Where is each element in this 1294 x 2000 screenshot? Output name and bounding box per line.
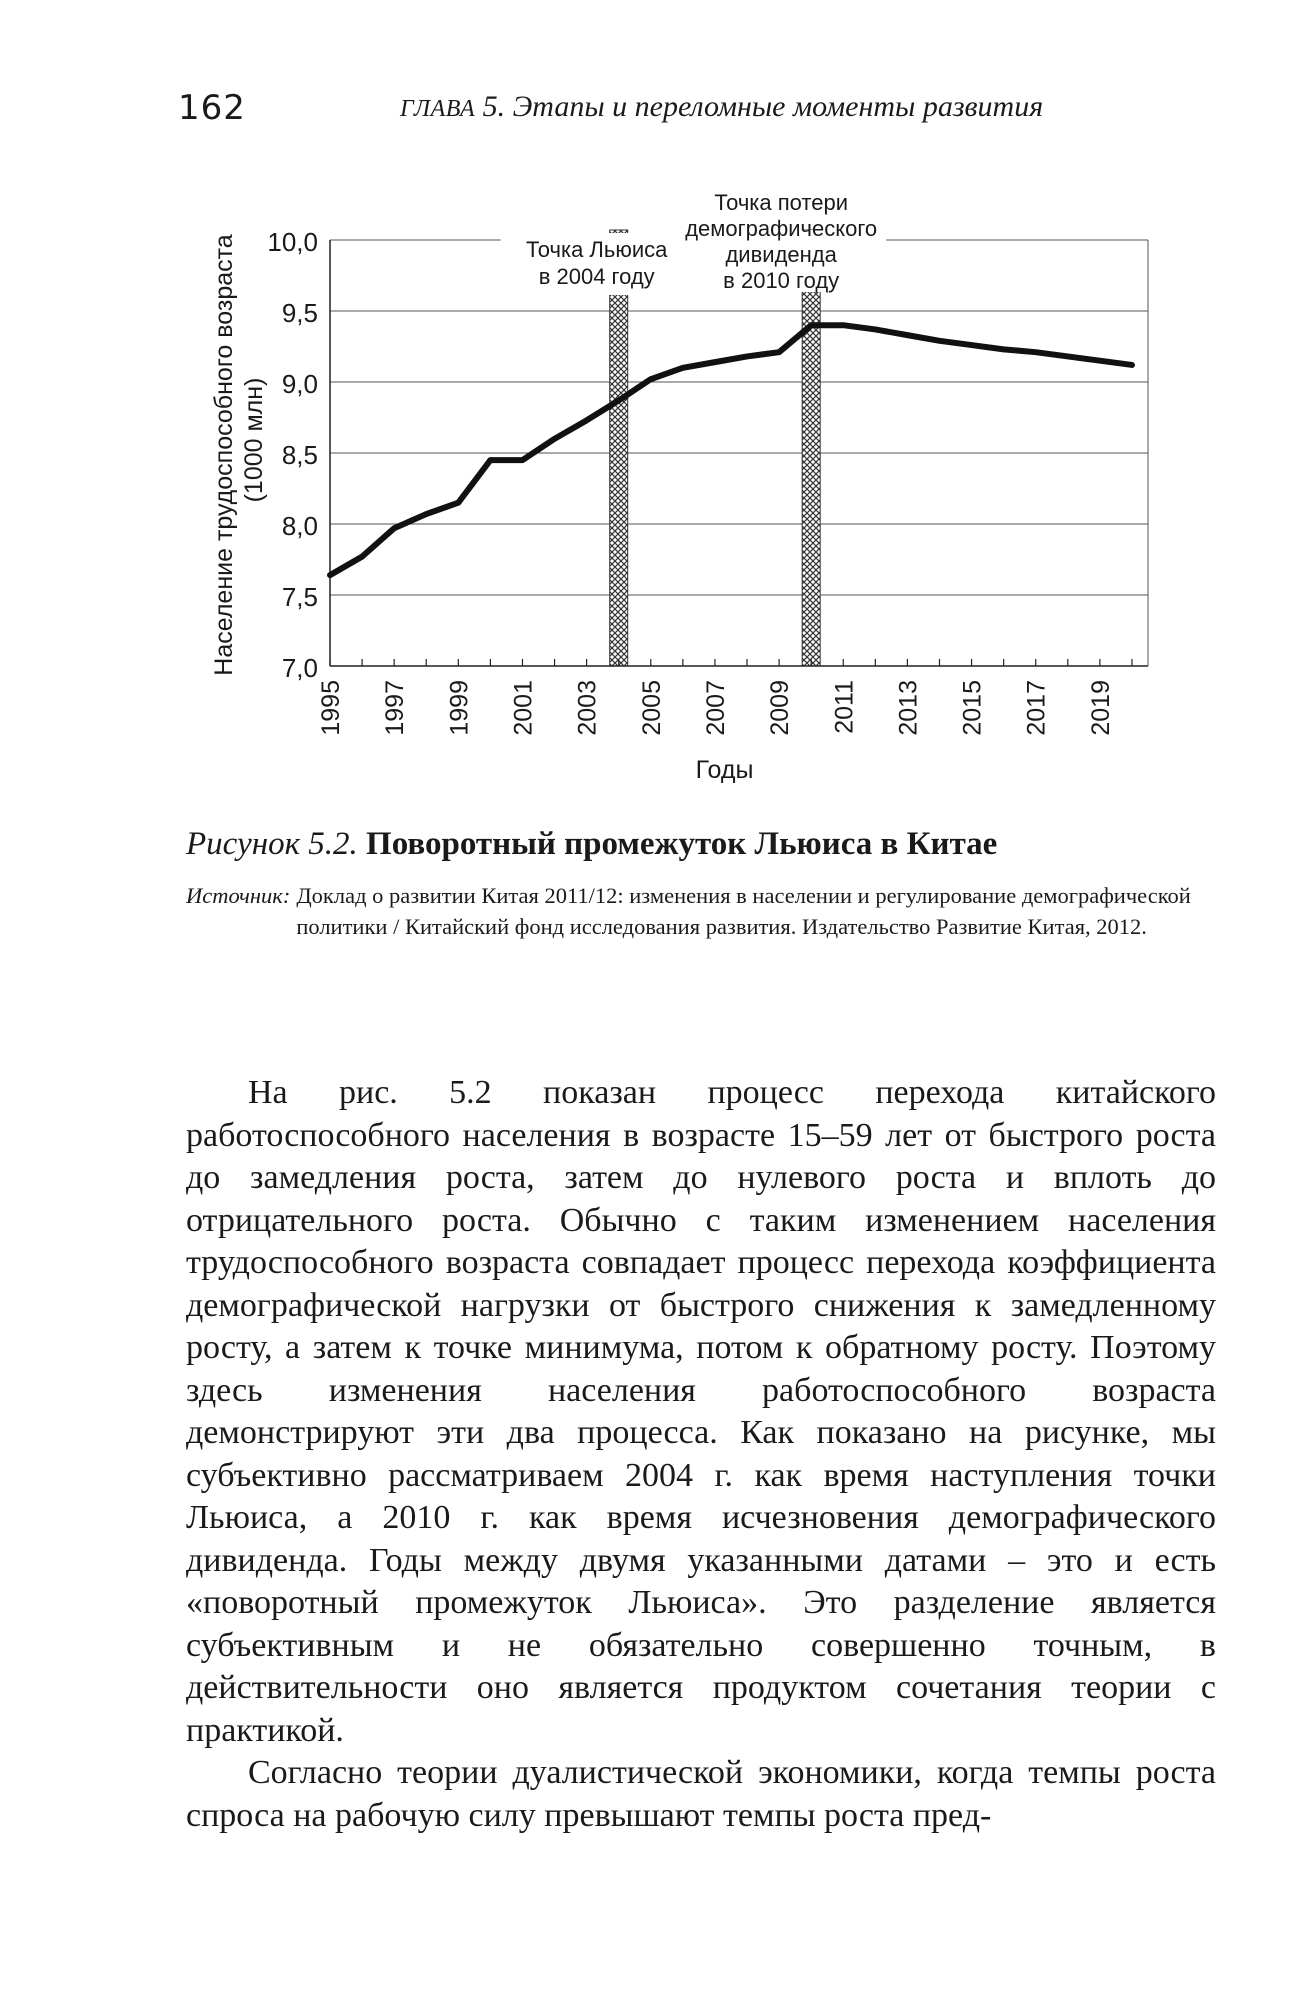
data-point bbox=[873, 327, 878, 332]
data-point bbox=[969, 343, 974, 348]
y-tick-label: 9,0 bbox=[281, 369, 318, 399]
y-axis-unit: (1000 млн) bbox=[240, 377, 268, 503]
data-point bbox=[1033, 350, 1038, 355]
figure-title: Поворотный промежуток Льюиса в Китае bbox=[357, 826, 998, 862]
x-tick-label: 1995 bbox=[317, 680, 345, 736]
data-point bbox=[648, 377, 653, 382]
data-point bbox=[1097, 358, 1102, 363]
data-point bbox=[712, 360, 717, 365]
y-tick-label: 9,5 bbox=[281, 298, 318, 328]
annotation-text: демографического bbox=[685, 216, 878, 241]
x-tick-label: 2017 bbox=[1022, 680, 1051, 736]
y-tick-label: 7,5 bbox=[281, 582, 318, 612]
page-number: 162 bbox=[178, 88, 246, 128]
x-tick-label: 2019 bbox=[1086, 680, 1115, 736]
x-tick-label: 1999 bbox=[445, 680, 474, 736]
y-tick-label: 8,0 bbox=[281, 511, 318, 541]
data-point bbox=[360, 554, 365, 559]
x-tick-label: 1997 bbox=[381, 680, 410, 736]
annotation-text: в 2010 году bbox=[723, 268, 840, 293]
highlight-band bbox=[610, 230, 628, 666]
data-point bbox=[777, 350, 782, 355]
data-series bbox=[328, 323, 1135, 578]
x-tick-label: 2003 bbox=[573, 680, 602, 736]
data-point bbox=[680, 365, 685, 370]
data-point bbox=[520, 458, 525, 463]
data-point bbox=[392, 526, 397, 531]
annotation-text: дивиденда bbox=[725, 242, 837, 267]
grid-lines bbox=[330, 240, 1148, 595]
x-tick-label: 2005 bbox=[637, 680, 666, 736]
y-tick-label: 10,0 bbox=[267, 227, 318, 257]
data-point bbox=[809, 323, 814, 328]
figure-number: Рисунок 5.2. bbox=[186, 826, 358, 862]
annotations bbox=[501, 190, 886, 295]
data-point bbox=[1129, 362, 1134, 367]
series-line bbox=[330, 325, 1132, 575]
source-label: Источник: bbox=[186, 883, 291, 908]
data-point bbox=[841, 323, 846, 328]
data-point bbox=[1065, 354, 1070, 359]
source-text: Доклад о развитии Китая 2011/12: изменения в населении и регулирование демографической политики / Китайский фонд исследования развития. Издательство Развитие Китая, 2012. bbox=[296, 883, 1191, 939]
data-point bbox=[745, 354, 750, 359]
chapter-title: 5. Этапы и переломные моменты развития bbox=[475, 90, 1044, 123]
data-point bbox=[552, 436, 557, 441]
data-point bbox=[616, 398, 621, 403]
data-point bbox=[488, 458, 493, 463]
annotation-text: в 2004 году bbox=[538, 264, 655, 289]
x-axis-title: Годы bbox=[695, 756, 754, 784]
x-tick-label: 2013 bbox=[894, 680, 923, 736]
highlight-bands bbox=[610, 230, 820, 666]
annotation-text: Точка потери bbox=[714, 190, 849, 215]
body-text bbox=[186, 1072, 1216, 1837]
annotation-text: Точка Льюиса bbox=[526, 237, 668, 262]
chapter-label: ГЛАВА bbox=[400, 96, 476, 122]
y-axis-title: Население трудоспособного возраста bbox=[210, 234, 238, 676]
x-tick-label: 2011 bbox=[830, 680, 859, 734]
data-point bbox=[937, 338, 942, 343]
x-tick-label: 2001 bbox=[509, 680, 538, 736]
y-tick-label: 8,5 bbox=[281, 440, 318, 470]
figure-source bbox=[186, 880, 1216, 942]
x-tick-label: 2015 bbox=[958, 680, 987, 736]
data-point bbox=[905, 333, 910, 338]
data-point bbox=[1001, 347, 1006, 352]
x-tick-label: 2009 bbox=[766, 680, 795, 736]
y-tick-label: 7,0 bbox=[281, 653, 318, 683]
paragraph-1: На рис. 5.2 показан процесс перехода китайского работоспособного населения в возрасте 15–59 лет от быстрого роста до замедления роста, затем до нулевого роста и вплоть до отрицательного роста. Обычно с таким изменением населения трудоспособного возраста совпадает процесс перехода коэффициента демографической нагрузки от быстрого снижения к замедленному росту, а затем к точке минимума, потом к обратному росту. Поэтому здесь изменения населения работоспособного возраста демонстрируют эти два процесса. Как показано на рисунке, мы субъективно рассматриваем 2004 г. как время наступления точки Льюиса, а 2010 г. как время исчезновения демографического дивиденда. Годы между двумя указанными датами – это и есть «поворотный промежуток Льюиса». Это разделение является субъективным и не обязательно совершенно точным, в действительности оно является продуктом сочетания теории с практикой. bbox=[186, 1074, 1216, 1749]
data-point bbox=[328, 573, 333, 578]
figure-caption bbox=[186, 826, 1236, 863]
figure-chart bbox=[0, 0, 1294, 800]
x-tick-label: 2007 bbox=[701, 680, 730, 736]
data-point bbox=[424, 512, 429, 517]
data-point bbox=[456, 500, 461, 505]
data-point bbox=[584, 418, 589, 423]
paragraph-2: Согласно теории дуалистической экономики, когда темпы роста спроса на рабочую силу превышают темпы роста пред- bbox=[186, 1754, 1216, 1834]
highlight-band bbox=[802, 230, 820, 666]
